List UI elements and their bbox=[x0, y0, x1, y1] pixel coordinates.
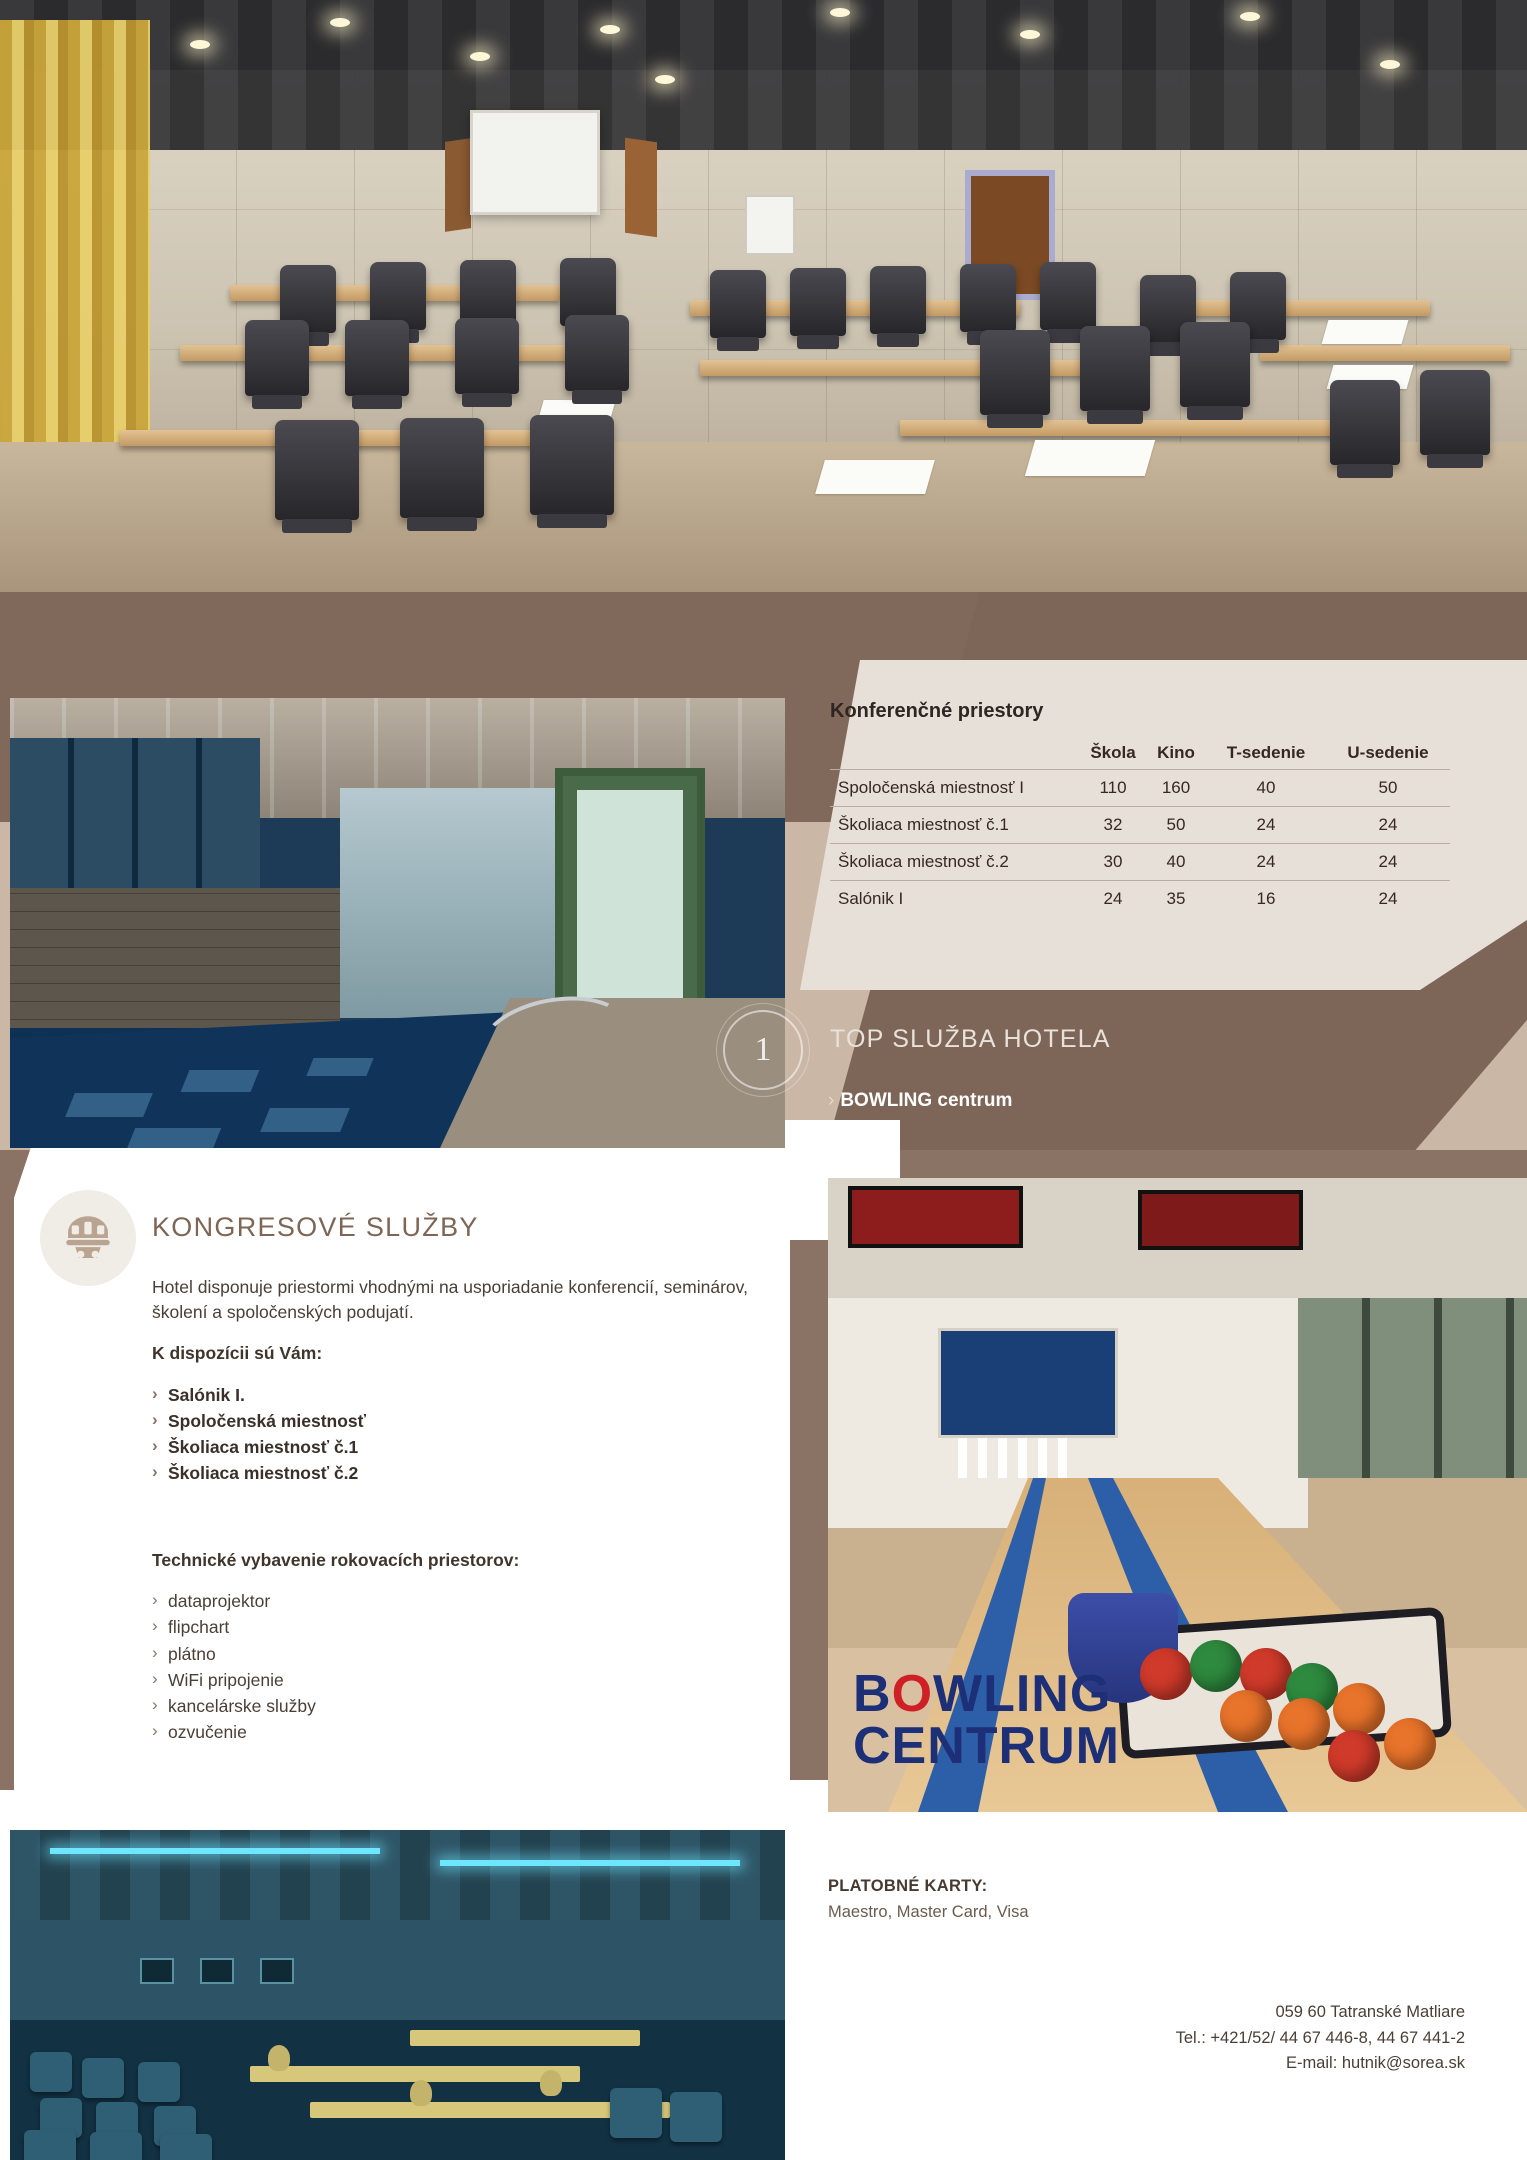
payment-cards: Maestro, Master Card, Visa bbox=[828, 1903, 1029, 1921]
cell-kino: 40 bbox=[1146, 844, 1206, 881]
congress-icon-glyph bbox=[59, 1209, 117, 1267]
chair bbox=[1080, 326, 1150, 411]
pool-tile bbox=[125, 1128, 222, 1148]
list-item: › WiFi pripojenie bbox=[152, 1667, 316, 1693]
ceiling-lamp-icon bbox=[470, 52, 490, 61]
paper-sheet bbox=[815, 460, 935, 494]
pool-tile bbox=[260, 1108, 350, 1132]
conference-table bbox=[700, 360, 1130, 376]
list-item: › plátno bbox=[152, 1641, 316, 1667]
chair bbox=[345, 320, 409, 396]
wall-wood-panel bbox=[625, 138, 657, 237]
table-row bbox=[830, 844, 1450, 881]
chair bbox=[1420, 370, 1490, 455]
contact-block bbox=[1176, 2000, 1465, 2077]
list-item: › ozvučenie bbox=[152, 1719, 316, 1745]
list-item: › kancelárske služby bbox=[152, 1693, 316, 1719]
bowling-ball bbox=[1140, 1648, 1192, 1700]
pool-windows bbox=[10, 738, 260, 898]
bowling-ball bbox=[1328, 1730, 1380, 1782]
col-room bbox=[830, 737, 1080, 770]
bowling-ball bbox=[1384, 1718, 1436, 1770]
ceiling-lamp-icon bbox=[1240, 12, 1260, 21]
wall-screen bbox=[260, 1958, 294, 1984]
cell-t: 24 bbox=[1206, 844, 1326, 881]
cell-skola: 24 bbox=[1080, 881, 1146, 918]
chair bbox=[1040, 262, 1096, 330]
hero-floor bbox=[0, 442, 1527, 592]
top-service-badge-number: 1 bbox=[754, 1031, 772, 1068]
cell-room: Salónik I bbox=[830, 881, 1080, 918]
left-brown-stripe bbox=[0, 1150, 14, 1790]
col-skola: Škola bbox=[1080, 737, 1146, 770]
chair bbox=[400, 418, 484, 518]
congress-section-title: KONGRESOVÉ SLUŽBY bbox=[152, 1212, 479, 1242]
paper-sheet bbox=[1322, 320, 1409, 344]
ceiling-lamp-icon bbox=[1380, 60, 1400, 69]
social-hall-photo bbox=[10, 1830, 785, 2160]
cell-skola: 32 bbox=[1080, 807, 1146, 844]
hero-ceiling bbox=[0, 0, 1527, 150]
hall-table bbox=[410, 2030, 640, 2046]
chair bbox=[870, 266, 926, 334]
ceiling-lamp-icon bbox=[330, 18, 350, 27]
bowling-ball bbox=[1333, 1683, 1385, 1735]
ceiling-lamp-icon bbox=[830, 8, 850, 17]
bowling-wall-mural bbox=[938, 1328, 1118, 1438]
contact-email: E-mail: hutnik@sorea.sk bbox=[1285, 2054, 1465, 2073]
cell-room: Školiaca miestnosť č.2 bbox=[830, 844, 1080, 881]
cell-t: 16 bbox=[1206, 881, 1326, 918]
chair bbox=[245, 320, 309, 396]
projection-screen bbox=[470, 110, 600, 215]
equipment-list bbox=[152, 1588, 316, 1746]
table-decoration bbox=[268, 2045, 290, 2071]
cell-t: 24 bbox=[1206, 807, 1326, 844]
cell-u: 50 bbox=[1326, 770, 1450, 807]
chair bbox=[565, 315, 629, 391]
conference-table-title: Konferenčné priestory bbox=[830, 700, 1044, 722]
top-service-item-label: BOWLING centrum bbox=[840, 1090, 1013, 1111]
list-item: › Salónik I. bbox=[152, 1382, 762, 1408]
hall-chair bbox=[24, 2130, 76, 2160]
bowling-logo-line1: BOWLING bbox=[853, 1665, 1112, 1723]
cell-u: 24 bbox=[1326, 844, 1450, 881]
cell-room: Školiaca miestnosť č.1 bbox=[830, 807, 1080, 844]
chair bbox=[530, 415, 614, 515]
bowling-screen-right bbox=[1138, 1190, 1303, 1250]
hall-chair bbox=[138, 2062, 180, 2102]
conference-table bbox=[1190, 300, 1430, 316]
cell-kino: 35 bbox=[1146, 881, 1206, 918]
table-header-row bbox=[830, 737, 1450, 770]
congress-disposal-heading: K dispozícii sú Vám: bbox=[152, 1342, 323, 1363]
chair bbox=[960, 264, 1016, 332]
conference-capacity-table bbox=[830, 700, 1465, 917]
top-service-badge bbox=[723, 1010, 803, 1090]
conference-room-photo bbox=[0, 0, 1527, 592]
table-decoration bbox=[410, 2080, 432, 2106]
cell-u: 24 bbox=[1326, 807, 1450, 844]
flipchart bbox=[745, 195, 795, 255]
pool-tile bbox=[65, 1093, 153, 1117]
bowling-ball bbox=[1190, 1640, 1242, 1692]
wall-screen bbox=[140, 1958, 174, 1984]
chair bbox=[455, 318, 519, 394]
congress-body bbox=[152, 1275, 762, 1487]
hall-chair bbox=[30, 2052, 72, 2092]
top-service-heading: TOP SLUŽBA HOTELA bbox=[830, 1025, 1111, 1053]
chair bbox=[710, 270, 766, 338]
pool-back-window bbox=[340, 788, 560, 1018]
cell-room: Spoločenská miestnosť I bbox=[830, 770, 1080, 807]
bottom-white-area bbox=[790, 1780, 1527, 2160]
cell-skola: 30 bbox=[1080, 844, 1146, 881]
table-row bbox=[830, 881, 1450, 918]
paper-sheet bbox=[1025, 440, 1155, 476]
cell-t: 40 bbox=[1206, 770, 1326, 807]
hall-chair bbox=[670, 2092, 722, 2142]
cell-u: 24 bbox=[1326, 881, 1450, 918]
cell-kino: 160 bbox=[1146, 770, 1206, 807]
ceiling-lamp-icon bbox=[1020, 30, 1040, 39]
wall-wood-panel bbox=[445, 138, 471, 232]
ceiling-lamp-icon bbox=[655, 75, 675, 84]
hall-ceiling bbox=[10, 1830, 785, 1925]
hall-chair bbox=[82, 2058, 124, 2098]
col-t-sedenie: T-sedenie bbox=[1206, 737, 1326, 770]
bullet-arrow-icon: › bbox=[828, 1090, 835, 1111]
payment-heading: PLATOBNÉ KARTY: bbox=[828, 1877, 988, 1895]
bowling-logo-line2: CENTRUM bbox=[853, 1717, 1120, 1775]
cell-skola: 110 bbox=[1080, 770, 1146, 807]
capacity-table bbox=[830, 737, 1450, 917]
pool-tile bbox=[306, 1058, 373, 1076]
chair bbox=[980, 330, 1050, 415]
bowling-logo bbox=[853, 1665, 1120, 1775]
list-item: › Školiaca miestnosť č.2 bbox=[152, 1460, 762, 1486]
contact-phone: Tel.: +421/52/ 44 67 446-8, 44 67 441-2 bbox=[1175, 2028, 1465, 2047]
congress-intro: Hotel disponuje priestormi vhodnými na usporiadanie konferencií, seminárov, školení a spoločenských podujatí. bbox=[152, 1277, 748, 1322]
bowling-pins bbox=[958, 1438, 1078, 1478]
chair bbox=[275, 420, 359, 520]
list-item: › flipchart bbox=[152, 1614, 316, 1640]
neon-light bbox=[440, 1860, 740, 1866]
congress-rooms-list bbox=[152, 1382, 762, 1487]
list-item: › dataprojektor bbox=[152, 1588, 316, 1614]
equipment-heading: Technické vybavenie rokovacích priestorov: bbox=[152, 1550, 520, 1570]
pool-tile bbox=[181, 1070, 260, 1092]
contact-address: 059 60 Tatranské Matliare bbox=[1275, 2003, 1465, 2021]
bowling-screen-left bbox=[848, 1186, 1023, 1248]
ceiling-lamp-icon bbox=[190, 40, 210, 49]
hall-chair bbox=[610, 2088, 662, 2138]
congress-icon bbox=[40, 1190, 136, 1286]
cell-kino: 50 bbox=[1146, 807, 1206, 844]
bowling-ball bbox=[1278, 1698, 1330, 1750]
table-decoration bbox=[540, 2070, 562, 2096]
chair bbox=[790, 268, 846, 336]
indoor-pool-photo bbox=[10, 698, 785, 1148]
hall-table bbox=[250, 2066, 580, 2082]
neon-light bbox=[50, 1848, 380, 1854]
table-row bbox=[830, 770, 1450, 807]
list-item: › Spoločenská miestnosť bbox=[152, 1408, 762, 1434]
col-kino: Kino bbox=[1146, 737, 1206, 770]
bowling-centre-photo bbox=[828, 1178, 1527, 1812]
hall-chair bbox=[160, 2134, 212, 2160]
wall-screen bbox=[200, 1958, 234, 1984]
chair bbox=[1180, 322, 1250, 407]
chair bbox=[1330, 380, 1400, 465]
col-u-sedenie: U-sedenie bbox=[1326, 737, 1450, 770]
ceiling-lamp-icon bbox=[600, 25, 620, 34]
hall-chair bbox=[90, 2132, 142, 2160]
pool-wall-grid bbox=[10, 888, 340, 1038]
bowling-ball bbox=[1220, 1690, 1272, 1742]
top-service-item bbox=[828, 1090, 1012, 1112]
table-row bbox=[830, 807, 1450, 844]
list-item: › Školiaca miestnosť č.1 bbox=[152, 1434, 762, 1460]
conference-table bbox=[1260, 345, 1510, 361]
